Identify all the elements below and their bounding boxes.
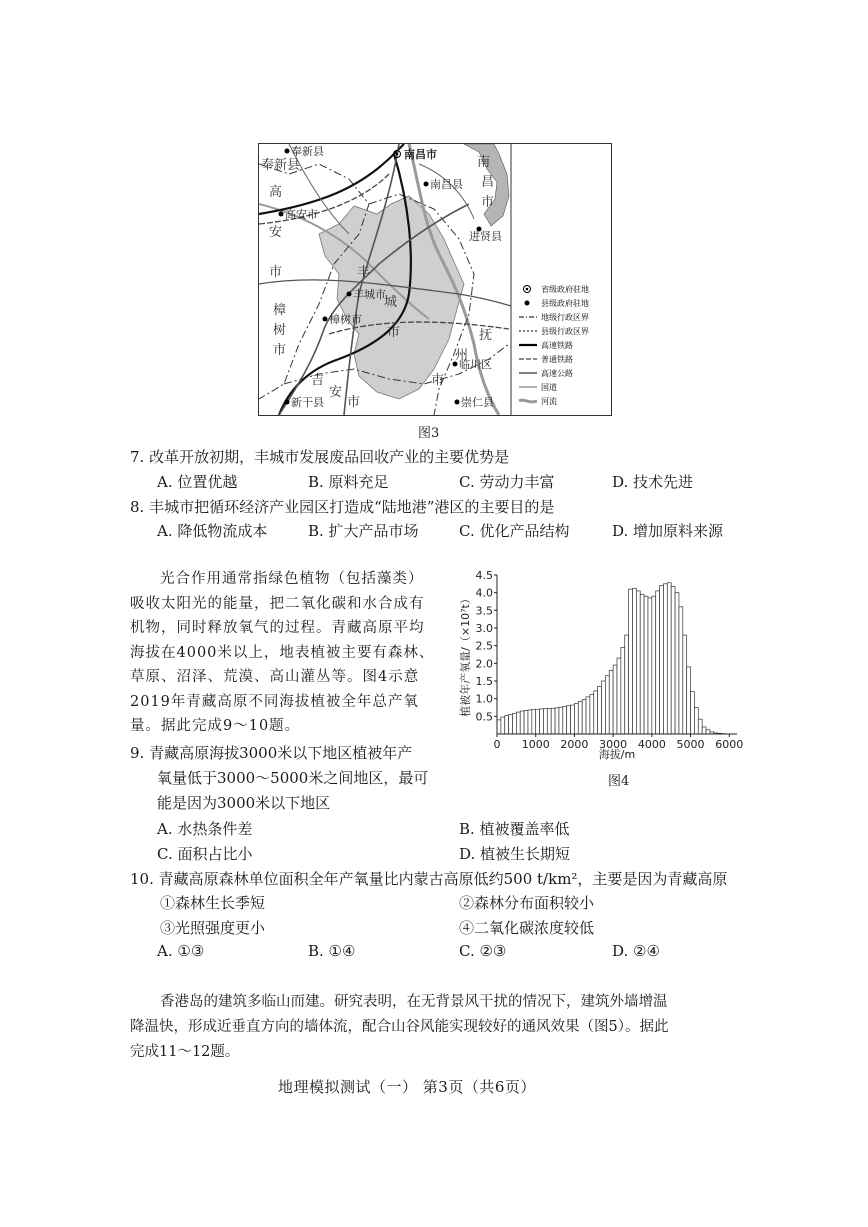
legend-county-seat: 县级政府驻地 — [541, 299, 589, 308]
chart-bar — [632, 588, 636, 734]
q9-stem-line: 氧量低于3000～5000米之间地区，最可 — [157, 769, 429, 787]
chart-bar — [598, 686, 602, 734]
region-char: 市 — [481, 195, 495, 210]
region-char: 抚 — [479, 328, 493, 343]
y-tick-label: 0.5 — [475, 710, 493, 724]
chart-bar — [543, 709, 547, 734]
legend-railway: 普通铁路 — [541, 355, 573, 364]
legend-river: 河流 — [541, 397, 557, 406]
chart-bar — [605, 676, 609, 734]
region-char: 南 — [477, 155, 491, 170]
chart-bar — [540, 709, 544, 734]
chart-bar — [698, 719, 702, 734]
x-tick-label: 2000 — [560, 738, 589, 751]
passage-line: 光合作用通常指绿色植物（包括藻类） — [160, 571, 424, 587]
q10-option-a: A. ①③ — [157, 942, 205, 960]
chart-bar — [706, 730, 710, 734]
passage-line: 吸收太阳光的能量，把二氧化碳和水合成有 — [130, 595, 425, 612]
y-axis-label: 植被年产氧量/（×10⁷t） — [459, 593, 472, 717]
q10-option-d: D. ②④ — [612, 942, 660, 960]
q8-option-a: A. 降低物流成本 — [157, 522, 268, 540]
region-char: 市 — [347, 395, 361, 410]
figure-4-caption: 图4 — [608, 774, 630, 789]
chart-bar — [648, 598, 652, 734]
legend-high-speed-rail: 高速铁路 — [541, 341, 573, 350]
q8-option-b: B. 扩大产品市场 — [308, 522, 419, 540]
chart-bar — [512, 714, 516, 734]
chart-bar — [667, 583, 671, 734]
label-jinxian: 进贤县 — [469, 230, 502, 243]
region-char: 市 — [431, 373, 445, 388]
region-char: 昌 — [481, 175, 495, 190]
chart-bar — [613, 665, 617, 734]
q10-option-c: C. ②③ — [459, 942, 507, 960]
chart-bar — [567, 706, 571, 734]
chart-bar — [663, 584, 667, 734]
legend-prefecture-boundary: 地级行政区界 — [541, 313, 589, 322]
chart-bar — [594, 691, 598, 734]
chart-bar — [687, 667, 691, 734]
q10-statement-1: ①森林生长季短 — [160, 894, 266, 912]
label-fengcheng: 丰城市 — [353, 288, 386, 301]
q9-option-d: D. 植被生长期短 — [459, 845, 571, 863]
label-gaoan: 高安市 — [285, 208, 318, 221]
label-nanchang-county: 南昌县 — [430, 178, 463, 191]
q9-option-b: B. 植被覆盖率低 — [459, 820, 570, 838]
passage-line: 香港岛的建筑多临山而建。研究表明，在无背景风干扰的情况下，建筑外墙增温 — [160, 994, 668, 1010]
x-tick-label: 6000 — [715, 738, 744, 751]
chart-bar — [671, 586, 675, 734]
region-char: 高 — [269, 185, 283, 200]
chart-bar — [694, 708, 698, 735]
legend-county-boundary: 县级行政区界 — [541, 327, 589, 336]
region-char: 安 — [269, 225, 283, 240]
chart-bar — [563, 706, 567, 734]
chart-bar — [679, 607, 683, 734]
chart-bar — [640, 594, 644, 734]
q7-option-b: B. 原料充足 — [308, 473, 389, 491]
chart-bar — [621, 647, 625, 734]
chart-bar — [691, 692, 695, 734]
chart-bar — [683, 635, 687, 734]
chart-bar — [617, 658, 621, 734]
x-tick-label: 4000 — [637, 738, 666, 751]
chart-bar — [586, 697, 590, 734]
region-char: 丰 — [357, 265, 371, 280]
chart-bar — [636, 591, 640, 734]
label-chongren: 崇仁县 — [461, 396, 494, 409]
legend-expressway: 高速公路 — [541, 369, 573, 378]
passage-line: 机物，同时释放氧气的过程。青藏高原平均 — [130, 620, 425, 636]
chart-bar — [582, 699, 586, 734]
chart-bar — [551, 708, 555, 734]
q10-statement-2: ②森林分布面积较小 — [459, 894, 595, 912]
x-axis-label: 海拔/m — [598, 748, 636, 761]
q8-option-d: D. 增加原料来源 — [612, 522, 724, 540]
chart-bar — [516, 712, 520, 734]
national-road — [419, 164, 474, 219]
chart-bar — [574, 704, 578, 734]
map-legend — [519, 284, 589, 406]
legend-provincial-seat: 省级政府驻地 — [541, 285, 589, 294]
figure-3-caption: 图3 — [418, 426, 440, 441]
chart-bar — [625, 635, 629, 734]
legend-national-road: 国道 — [541, 383, 557, 392]
x-tick-label: 5000 — [676, 738, 705, 751]
chart-bar — [524, 710, 528, 734]
chart-bar — [652, 596, 656, 734]
label-linchuan: 临川区 — [459, 358, 492, 371]
q9-option-a: A. 水热条件差 — [157, 820, 253, 838]
chart-bar — [505, 716, 509, 734]
y-tick-label: 2.5 — [475, 639, 493, 653]
chart-bar — [644, 596, 648, 734]
y-tick-label: 4.5 — [475, 569, 493, 582]
chart-bar — [660, 586, 664, 734]
label-zhangshu: 樟树市 — [329, 313, 362, 326]
chart-bar — [547, 709, 551, 734]
region-char: 市 — [273, 343, 287, 358]
q9-stem — [130, 741, 428, 816]
region-char: 树 — [273, 323, 287, 338]
q9-stem-line: 能是因为3000米以下地区 — [157, 794, 331, 812]
q8-stem: 8. 丰城市把循环经济产业园区打造成“陆地港”港区的主要目的是 — [130, 498, 555, 516]
q7-stem: 7. 改革开放初期，丰城市发展废品回收产业的主要优势是 — [130, 448, 510, 466]
map-svg — [259, 144, 611, 415]
passage-line: 2019年青藏高原不同海拔植被全年总产氧 — [130, 693, 419, 710]
passage-hong-kong — [130, 990, 720, 1065]
y-tick-label: 4.0 — [475, 586, 493, 600]
chart-bar — [656, 591, 660, 734]
q7-option-c: C. 劳动力丰富 — [459, 473, 555, 491]
x-tick-label: 1000 — [521, 738, 550, 751]
chart-bar — [497, 720, 501, 734]
chart-bar — [702, 727, 706, 734]
y-ticks — [476, 569, 498, 723]
q10-statement-4: ④二氧化碳浓度较低 — [459, 919, 595, 937]
region-char: 樟 — [273, 303, 287, 318]
x-tick-label: 0 — [493, 738, 501, 751]
chart-figure-4 — [455, 565, 745, 790]
x-tick-label: 3000 — [599, 738, 628, 751]
chart-bar — [536, 709, 540, 734]
q7-option-d: D. 技术先进 — [612, 473, 694, 491]
passage-line: 完成11～12题。 — [130, 1044, 240, 1060]
chart-bar — [509, 715, 513, 734]
q8-option-c: C. 优化产品结构 — [459, 522, 570, 540]
region-char: 市 — [387, 325, 401, 340]
region-char: 州 — [455, 348, 469, 363]
q9-option-c: C. 面积占比小 — [157, 845, 253, 863]
chart-bar — [501, 717, 505, 734]
chart-bar — [590, 694, 594, 734]
chart-bar — [528, 710, 532, 734]
chart-bar — [578, 701, 582, 734]
region-char: 城 — [384, 295, 398, 310]
region-char: 市 — [269, 265, 283, 280]
region-char: 安 — [329, 385, 343, 400]
y-tick-label: 1.5 — [475, 675, 493, 688]
region-char: 吉 — [311, 373, 325, 388]
chart-bar — [559, 707, 563, 734]
chart-bar — [609, 670, 613, 734]
chart-bar — [675, 593, 679, 734]
passage-line: 降温快，形成近垂直方向的墙体流，配合山谷风能实现较好的通风效果（图5）。据此 — [130, 1019, 669, 1035]
chart-bar — [555, 708, 559, 734]
passage-line: 草原、沼泽、荒漠、高山灌丛等。图4示意 — [130, 669, 420, 685]
y-tick-label: 2.0 — [475, 657, 493, 671]
q7-option-a: A. 位置优越 — [157, 473, 238, 491]
label-xingan: 新干县 — [291, 396, 324, 409]
map-figure-3 — [258, 143, 612, 416]
chart-bar — [602, 681, 606, 734]
chart-bars — [497, 583, 725, 734]
label-fengxin: 奉新县 — [291, 145, 324, 158]
y-tick-label: 3.0 — [475, 622, 493, 635]
chart-bar — [532, 709, 536, 734]
q10-option-b: B. ①④ — [308, 942, 356, 960]
chart-bar — [571, 705, 575, 734]
high-speed-rail — [259, 144, 404, 214]
chart-bar — [629, 589, 633, 734]
passage-line: 海拔在4000米以上，地表植被主要有森林、 — [130, 644, 435, 661]
q9-stem-line: 9. 青藏高原海拔3000米以下地区植被年产 — [130, 744, 413, 762]
q10-stem: 10. 青藏高原森林单位面积全年产氧量比内蒙古高原低约500 t/km²，主要是因为青藏高原 — [130, 870, 728, 888]
label-fengxin-big: 奉新县 — [261, 158, 301, 173]
q10-statement-3: ③光照强度更小 — [160, 919, 266, 937]
label-nanchang: 南昌市 — [404, 148, 437, 161]
passage-line: 量。据此完成9～10题。 — [130, 718, 301, 734]
y-tick-label: 1.0 — [475, 692, 493, 706]
chart-bar — [520, 711, 524, 734]
passage-photosynthesis — [130, 567, 455, 739]
y-tick-label: 3.5 — [475, 604, 493, 618]
page-footer: 地理模拟测试（一） 第3页（共6页） — [278, 1078, 536, 1096]
